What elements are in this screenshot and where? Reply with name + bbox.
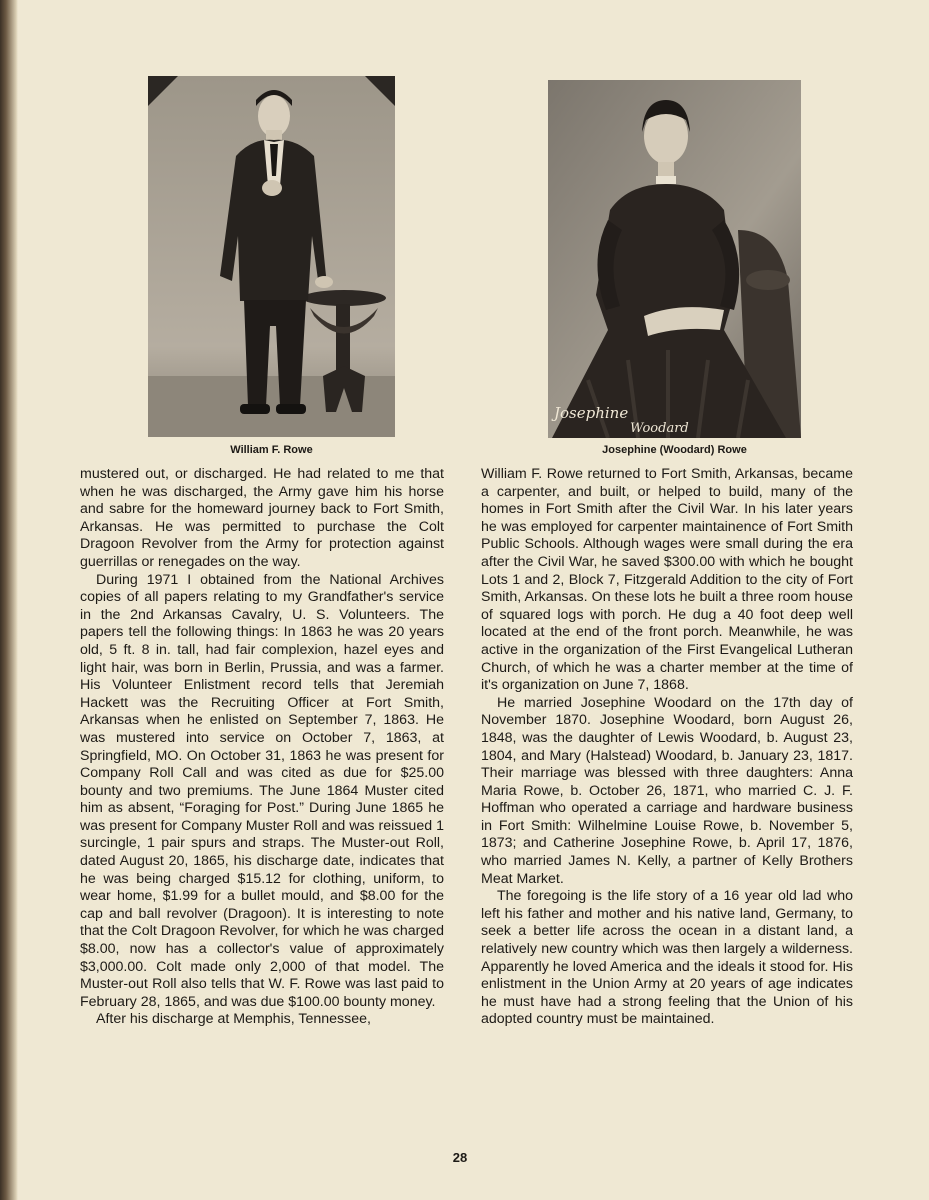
paragraph: The foregoing is the life story of a 16 year old lad who left his father and mother and his native land, Germany, to seek a better life across the ocean in a distant land, a relatively new country which was then largely a wilderness. Apparently he loved America and the ideals it stood for. His enlistment in the Union Army at 20 years of age indicates he must have had a strong feeling that the Union of his adopted country must be maintained. [481,888,853,1028]
photo-inscription-line1: Josephine [554,404,629,422]
paragraph: William F. Rowe returned to Fort Smith, Arkansas, became a carpenter, and built, or helped to build, many of the homes in Fort Smith after the Civil War. In his later years he was employed for carpenter maintainence of Fort Smith Public Schools. Although wages were small during the era after the Civil War, he saved $300.00 with which he bought Lots 1 and 2, Block 7, Fitzgerald Addition to the city of Fort Smith, Arkansas. On these lots he built a three room house of squared logs with porch. He dug a 40 foot deep well located at the end of the front porch. Meanwhile, he was active in the organization of the First Evangelical Lutheran Church, of which he was a charter member at the time of it's organization on June 7, 1868. [481,466,853,694]
paragraph: During 1971 I obtained from the National Archives copies of all papers relating to my Grandfather's service in the 2nd Arkansas Cavalry, U. S. Volunteers. The papers tell the following things: In 1863 he was 20 years old, 5 ft. 8 in. tall, had fair complexion, hazel eyes and light hair, was born in Berlin, Prussia, and was a farmer. His Volunteer Enlistment record tells that Jeremiah Hackett was the Recruiting Officer at Fort Smith, Arkansas when he enlisted on September 7, 1863. He was mustered into service on October 7, 1863, at Springfield, MO. On October 31, 1863 he was present for Company Roll Call and was cited as due for $25.00 bounty and two premiums. The June 1864 Muster cited him as absent, “Foraging for Post.” During June 1865 he was present for Company Muster Roll and was reissued 1 surcingle, 1 pair spurs and straps. The Muster-out Roll, dated August 20, 1865, his discharge date, indicates that he was being charged $15.12 for clothing, uniform, to wear home, $1.99 for a bullet mould, and $8.00 for the cap and ball revolver (Dragoon). It is interesting to note that the Colt Dragoon Revolver, for which he was charged $8.00, now has a collector's value of approximately $3,000.00. Colt made only 2,000 of that model. The Muster-out Roll also tells that W. F. Rowe was last paid to February 28, 1865, and was due $100.00 bounty money. [80,571,444,1010]
text-column-right [481,466,853,1029]
portrait-woman-illustration [548,80,801,438]
portrait-man-illustration [148,76,395,437]
photo-inscription-line2: Woodard [630,421,689,436]
page-number: 28 [452,1150,468,1165]
photo-william-rowe [148,76,395,437]
text-column-left [80,466,444,1029]
photo-caption-william-rowe: William F. Rowe [230,444,313,456]
paragraph: mustered out, or discharged. He had related to me that when he was discharged, the Army gave him his horse and sabre for the homeward journey back to Fort Smith, Arkansas. He was permitted to purchase the Colt Dragoon Revolver from the Army for protection against guerrillas or renegades on the way. [80,466,444,570]
paragraph: After his discharge at Memphis, Tennessee, [96,1011,371,1028]
photo-josephine-rowe [548,80,801,438]
paragraph: He married Josephine Woodard on the 17th day of November 1870. Josephine Woodard, born August 26, 1848, was the daughter of Lewis Woodard, b. August 23, 1804, and Mary (Halstead) Woodard, b. January 23, 1817. Their marriage was blessed with three daughters: Anna Maria Rowe, b. October 26, 1871, who married C. J. F. Hoffman who operated a carriage and hardware business in Fort Smith: Wilhelmine Louise Rowe, b. November 5, 1873; and Catherine Josephine Rowe, b. April 17, 1876, who married James N. Kelly, a partner of Kelly Brothers Meat Market. [481,694,853,887]
page-binding-edge [0,0,18,1200]
photo-caption-josephine-rowe: Josephine (Woodard) Rowe [602,444,747,456]
